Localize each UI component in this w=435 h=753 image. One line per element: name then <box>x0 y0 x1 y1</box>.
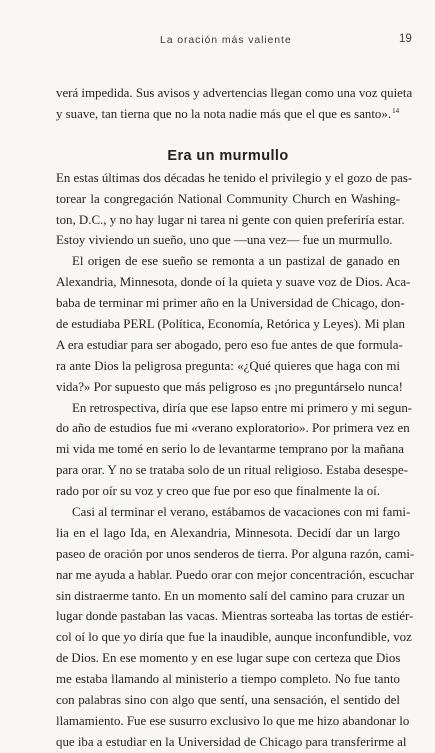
paragraph-1-line-2: torear la congregación National Community Church en Washing- <box>56 191 400 206</box>
paragraph-3-line-5: rado por oír su voz y creo que fue por eso que finalmente la oí. <box>56 484 380 499</box>
section-lines <box>56 168 415 753</box>
paragraph-3-line-3: mi vida me tomé en serio lo de levantarme temprano por la mañana <box>56 442 404 457</box>
paragraph-1-line-1: En estas últimas dos décadas he tenido el privilegio y el gozo de pas- <box>56 170 413 185</box>
paragraph-2-line-2: Alexandria, Minnesota, donde oí la quieta y suave voz de Dios. Aca- <box>56 275 411 290</box>
paragraph-2-line-4: de estudiaba PERL (Política, Economía, Retórica y Leyes). Mi plan <box>56 317 405 332</box>
intro-line-2-text: y suave, tan tierna que no la nota nadie más que el que es santo». <box>56 106 392 121</box>
paragraph-4-line-8: de Dios. En ese momento y en ese lugar supe con certeza que Dios <box>56 651 401 666</box>
paragraph-3-line-4: para orar. Y no se trataba solo de un ritual religioso. Estaba desespe- <box>56 463 408 478</box>
paragraph-4-line-11: llamamiento. Fue ese susurro exclusivo lo que me hizo abandonar lo <box>56 713 410 728</box>
paragraph-1-line-3: ton, D.C., y no hay lugar ni tarea ni gente con quien preferiría estar. <box>56 212 405 227</box>
paragraph-4-line-4: nar me ayuda a hablar. Puedo orar con mejor concentración, escuchar <box>56 567 414 582</box>
section-heading: Era un murmullo <box>167 147 289 164</box>
paragraph-3-line-2: do año de estudios fue mi «verano exploratorio». Por primera vez en <box>56 421 410 436</box>
paragraph-4-line-5: sin distraerme tanto. En un momento salí del camino para cruzar un <box>56 588 405 603</box>
paragraph-4-line-2: lia en el lago Ida, en Alexandria, Minnesota. Decidí dar un largo <box>56 525 400 540</box>
paragraph-2-line-6: ra ante Dios la peligrosa pregunta: «¿Qué quieres que haga con mi <box>56 358 400 373</box>
paragraph-2-line-7: vida?» Por supuesto que más peligroso es ¡no preguntárselo nunca! <box>56 379 403 394</box>
body-text <box>56 83 415 753</box>
paragraph-4-line-12: que iba a estudiar en la Universidad de Chicago para transferirme al <box>56 734 407 749</box>
paragraph-4-line-6: lugar donde pastaban las vacas. Mientras sorteaba las tortas de estiér- <box>56 609 414 624</box>
page-number: 19 <box>399 33 412 45</box>
paragraph-4-line-10: con palabras sino con algo que sentí, una sensación, el sentido del <box>56 693 400 708</box>
running-head <box>0 34 435 50</box>
paragraph-3-line-1: En retrospectiva, diría que ese lapso entre mi primero y mi segun- <box>72 400 413 415</box>
paragraph-4-line-9: me estaba llamando al ministerio a tiempo completo. No fue tanto <box>56 672 400 687</box>
footnote-ref-14: 14 <box>392 106 400 115</box>
paragraph-2-line-1: El origen de ese sueño se remonta a un pastizal de ganado en <box>72 254 400 269</box>
paragraph-4-line-3: paseo de oración por unos senderos de tierra. Por alguna razón, cami- <box>56 546 415 561</box>
running-title: La oración más valiente <box>160 34 292 46</box>
paragraph-2-line-5: A era estudiar para ser abogado, pero eso fue antes de que formula- <box>56 337 403 352</box>
paragraph-2-line-3: baba de terminar mi primer año en la Universidad de Chicago, don- <box>56 296 405 311</box>
paragraph-4-line-1: Casi al terminar el verano, estábamos de vacaciones con mi fami- <box>72 505 411 520</box>
paragraph-4-line-7: col oí lo que yo diría que fue la inaudible, aunque inconfundible, voz <box>56 630 412 645</box>
paragraph-1-line-4: Estoy viviendo un sueño, uno que —una vez— fue un murmullo. <box>56 233 393 248</box>
intro-line-2 <box>56 104 400 125</box>
intro-line-1: verá impedida. Sus avisos y advertencias llegan como una voz quieta <box>56 86 413 100</box>
